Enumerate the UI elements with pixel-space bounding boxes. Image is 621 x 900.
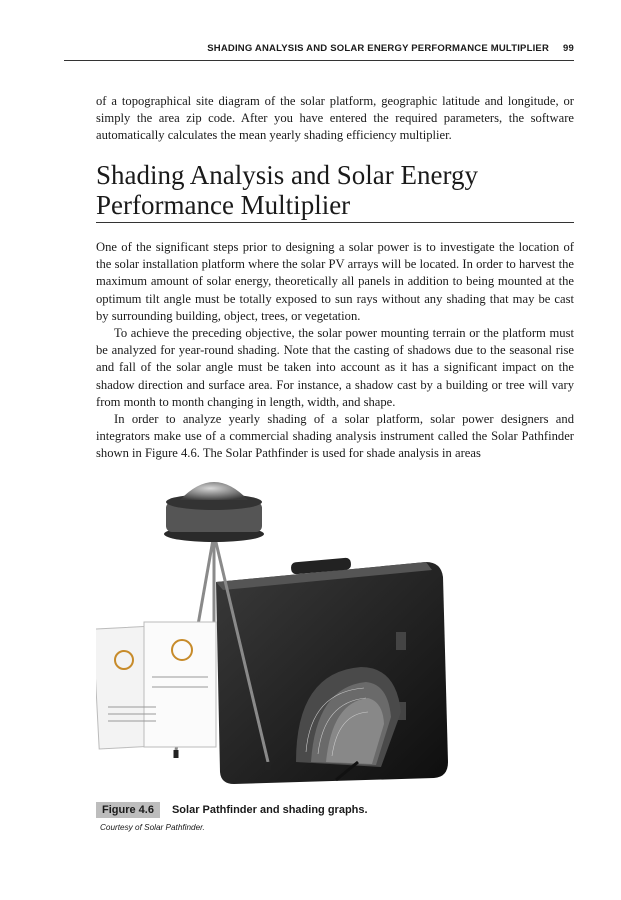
solar-pathfinder-photo	[96, 462, 476, 792]
pathfinder-dome	[164, 482, 264, 542]
page-number: 99	[563, 43, 574, 54]
running-header	[64, 38, 574, 61]
figure-caption-text: Solar Pathfinder and shading graphs.	[171, 804, 368, 816]
figure-caption	[96, 802, 566, 818]
figure-label: Figure 4.6	[96, 802, 160, 818]
figure-credit: Courtesy of Solar Pathfinder.	[100, 823, 205, 832]
running-title: SHADING ANALYSIS AND SOLAR ENERGY PERFORMANCE MULTIPLIER	[207, 43, 550, 54]
body-paragraph: One of the significant steps prior to designing a solar power is to investigate the location of the solar installation platform where the solar PV arrays will be located. In order to harvest the maximum amount of solar energy, theoretically all panels in addition to being mounted at the optimum tilt angle must be totally exposed to sun rays without any shading that may be cast by surrounding building, object, trees, or vegetation.	[96, 240, 574, 323]
body-paragraph: In order to analyze yearly shading of a solar platform, solar power designers and integrators make use of a commercial shading analysis instrument called the Solar Pathfinder shown in Figure 4.6. The Solar Pathfinder is used for shade analysis in areas	[96, 412, 574, 461]
section-title: Shading Analysis and Solar Energy Performance Multiplier	[96, 160, 574, 223]
section-body	[96, 239, 574, 463]
manuals	[96, 622, 216, 749]
figure-image	[96, 462, 476, 792]
body-paragraph: To achieve the preceding objective, the solar power mounting terrain or the platform must be analyzed for year-round shading. Note that the casting of shadows due to the seasonal rise and fall of the solar angle must be taken into account as it has a significant impact on the shadow direction and surface area. For instance, a shadow cast by a building or tree will vary from month to month changing in length, width, and shape.	[96, 326, 574, 409]
intro-paragraph: of a topographical site diagram of the solar platform, geographic latitude and longitude, or simply the area zip code. After you have entered the required parameters, the software automatically calculates the mean yearly shading efficiency multiplier.	[96, 94, 574, 143]
intro-paragraph-block	[96, 93, 574, 145]
